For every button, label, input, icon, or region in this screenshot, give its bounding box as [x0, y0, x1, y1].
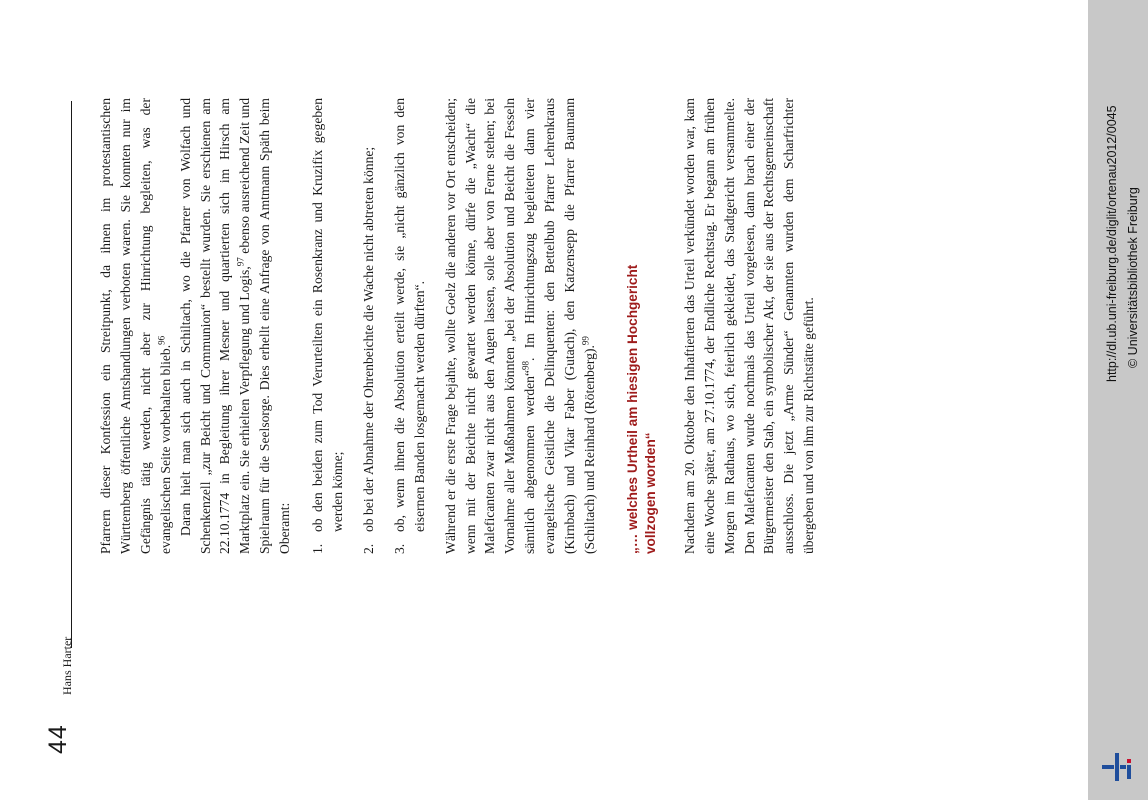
running-head: Hans Harter: [60, 636, 74, 695]
viewer-sidebar: [1088, 0, 1148, 800]
footnote-ref: 98: [520, 360, 531, 370]
section-heading: [624, 98, 660, 554]
list-text: ob den beiden zum Tod Verurteilten ein Rosenkranz und Kruzifix gegeben werden könne;: [310, 98, 345, 532]
paragraph: [176, 98, 295, 554]
list-item: [390, 98, 430, 554]
footnote-ref: 99: [580, 336, 591, 346]
ub-freiburg-logo-icon: [1098, 748, 1136, 786]
body-text: [96, 98, 819, 554]
paragraph-text: . Im Hinrichtungszug begleiteten dann vier evangelische Geistliche die Delinquenten: den Bettelbub Pfarrer Lehrenkraus (Kirnbach) und Vikar Faber (Gutach), den Katzensepp die Pfarrer Baumann (Schiltach) und Reinhard (Rötenberg).: [522, 98, 597, 554]
page-number: 44: [44, 724, 72, 754]
list-item: [359, 98, 379, 554]
paragraph-text: Pfarrern dieser Konfession ein Streitpunkt, da ihnen im protestantischen Württemberg öffentliche Amtshandlungen verboten waren. Sie konnten nur im Gefängnis tätig werden, nicht aber zur Hinrichtung begleiten, was der evangelischen Seite vorbehalten blieb.: [98, 98, 173, 554]
paragraph-text: Daran hielt man sich auch in Schiltach, wo die Pfarrer von Wolfach und Schenkenzell „zur Beicht und Communion“ bestellt wurden. Sie erschienen am 22.10.1774 in Begleitung ihrer Mesner und quartierten sich im Hirsch am Marktplatz ein. Sie erhielten Verpflegung und Logis,: [177, 98, 253, 554]
sidebar-text-block: [1088, 0, 1148, 800]
paragraph: Nachdem am 20. Oktober den Inhaftierten das Urteil verkündet worden war, kam eine Woche später, am 27.10.1774, der Endliche Rechtstag. Er begann am frühen Morgen im Rathaus, wo sich, feierlich gekleidet, das Stadtgericht versammelte. Den Maleficanten wurde nochmals das Urteil vorgelesen, dann brach einer der Bürgermeister den Stab, ein symbolischer Akt, der sie aus der Rechtsgemeinschaft ausschloss. Die jetzt „Arme Sünder“ Genannten wurden dem Scharfrichter übergeben und von ihm zur Richtstätte geführt.: [681, 98, 817, 554]
paragraph-text: ebenso ausreichend Zeit und Spielraum für die Seelsorge. Dies erhellt eine Anfrage von Amtmann Späth beim Oberamt:: [237, 98, 293, 554]
list-number: 3.: [391, 543, 407, 554]
source-url-link[interactable]: http://dl.ub.uni-freiburg.de/diglit/ortenau2012/0045: [1105, 105, 1119, 382]
header-rule: [71, 101, 72, 648]
paragraph: [96, 98, 176, 554]
copyright-notice: © Universitätsbibliothek Freiburg: [1126, 187, 1140, 368]
list-item: [308, 98, 348, 554]
question-list: [308, 98, 430, 554]
heading-line: vollzogen worden“: [642, 432, 658, 554]
list-number: 1.: [310, 543, 326, 554]
footnote-ref: 96: [156, 335, 167, 345]
paragraph-text: Während er die erste Frage bejahte, wollte Goelz die anderen vor Ort entscheiden; wenn mit der Beichte nicht gewartet werden könne, dürfe die „Wacht“ die Maleficanten zwar nicht aus den Augen lassen, solle aber von Ferne stehen; bei Vornahme aller Maßnahmen könnten „bei der Absolution und Beicht die Fesseln sämtlich abgenommen werden“: [442, 98, 538, 554]
list-text: ob, wenn ihnen die Absolution erteilt werde, sie „nicht gänzlich von den eisernen Banden losgemacht werden dürften“.: [391, 98, 427, 532]
heading-line: „… welches Urtheil am hiesigen Hochgericht: [624, 264, 640, 554]
paragraph: [441, 98, 600, 554]
list-text: ob bei der Abnahme der Ohrenbeichte die Wache nicht abtreten könne;: [360, 146, 376, 532]
list-number: 2.: [360, 543, 376, 554]
footnote-ref: 97: [235, 257, 246, 267]
